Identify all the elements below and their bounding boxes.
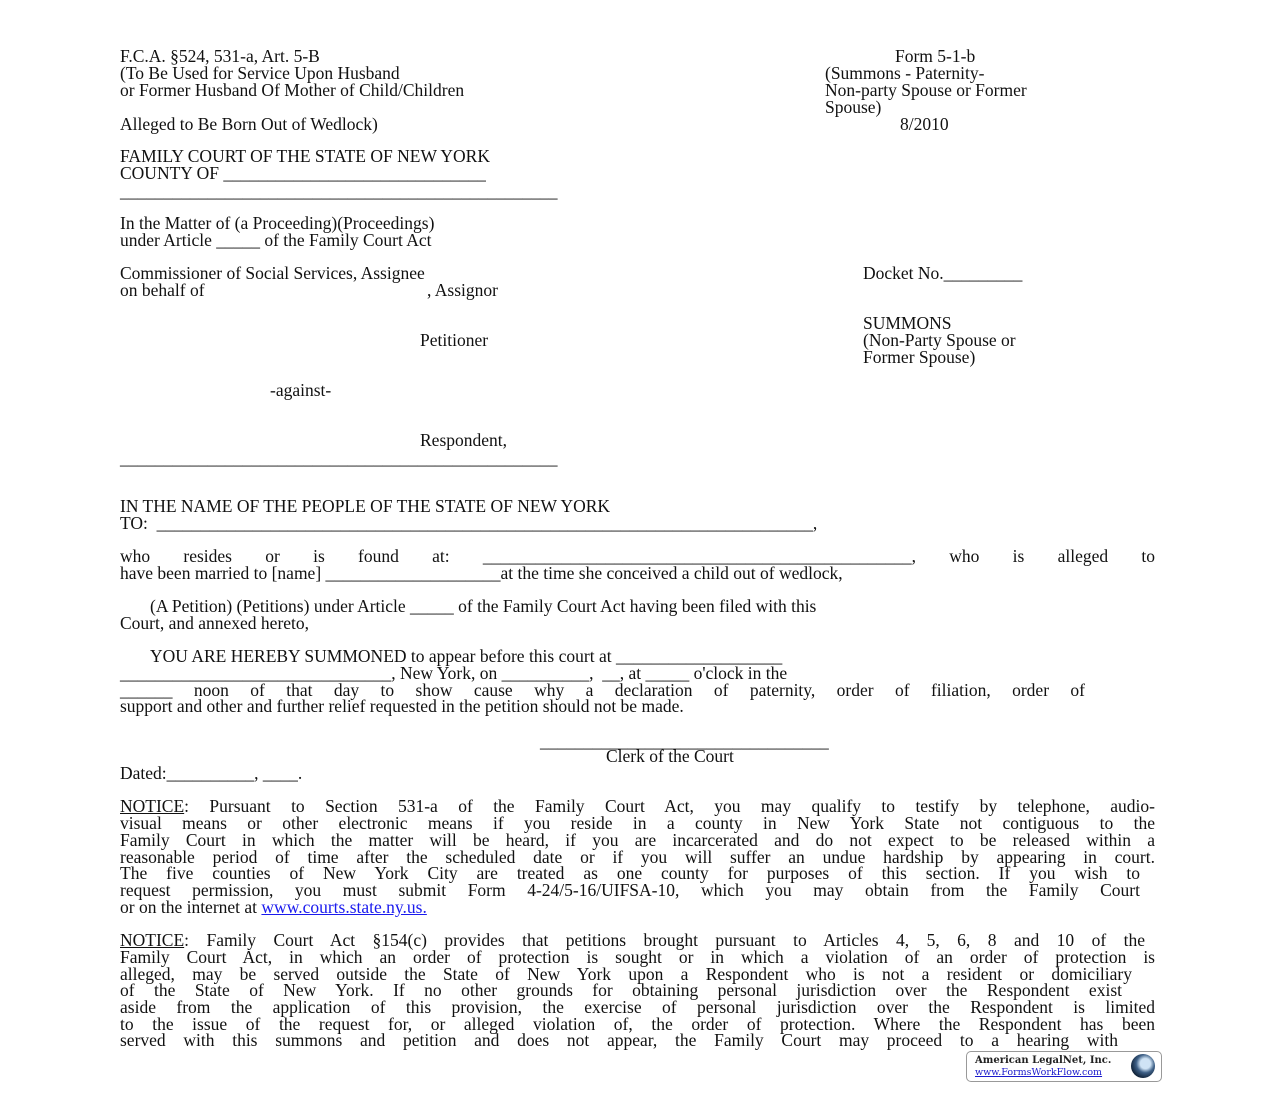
petitioner-label: Petitioner	[420, 330, 489, 350]
notice-label: NOTICE	[120, 930, 185, 950]
notice-text: : Pursuant to Section 531-a of the Family Court Act, you may qualify to testify by telephone, audio-	[184, 796, 1155, 816]
docket-field[interactable]: Docket No._________	[863, 263, 1023, 283]
form-description: Non-party Spouse or Former	[825, 80, 1027, 100]
notice-label: NOTICE	[120, 796, 185, 816]
company-url[interactable]: www.FormsWorkFlow.com	[975, 1067, 1103, 1078]
courts-website-link[interactable]: www.courts.state.ny.us.	[261, 897, 427, 917]
form-number: Form 5-1-b	[895, 46, 976, 66]
court-name: FAMILY COURT OF THE STATE OF NEW YORK	[120, 146, 490, 166]
notice-text: of the State of New York. If no other grounds for obtaining personal jurisdiction over the Respondent exist	[120, 980, 1122, 1000]
respondent-label: Respondent,	[420, 430, 508, 450]
notice-text: The five counties of New York City are treated as one county for purposes of this section. If you wish to	[120, 863, 1140, 883]
caption-rule: __________________________________________________	[120, 448, 558, 468]
notice-text: request permission, you must submit Form 4-24/5-16/UIFSA-10, which you may obtain from the Family Court	[120, 880, 1140, 900]
married-line[interactable]: have been married to [name] ____________________at the time she conceived a child out of wedlock,	[120, 563, 843, 583]
notice-text: alleged, may be served outside the State of New York upon a Respondent who is not a resident or domiciliary	[120, 964, 1132, 984]
clerk-label: Clerk of the Court	[606, 746, 734, 766]
resides-line[interactable]: who resides or is found at: _________________________________________________, who is alleged to	[120, 546, 1155, 566]
behalf-label: on behalf of	[120, 280, 205, 300]
petition-line: Court, and annexed hereto,	[120, 613, 310, 633]
notice-text: served with this summons and petition and does not appear, the Family Court may proceed to a hearing with	[120, 1030, 1118, 1050]
usage-note: (To Be Used for Service Upon Husband	[120, 63, 400, 83]
american-legalnet-logo[interactable]	[966, 1051, 1162, 1082]
company-name: American LegalNet, Inc.	[975, 1055, 1112, 1066]
usage-note: or Former Husband Of Mother of Child/Children	[120, 80, 465, 100]
usage-note: Alleged to Be Born Out of Wedlock)	[120, 114, 378, 134]
dated-field[interactable]: Dated:__________, ____.	[120, 763, 303, 783]
form-description: (Summons - Paternity-	[825, 63, 985, 83]
commissioner-line: Commissioner of Social Services, Assignee	[120, 263, 425, 283]
to-field[interactable]: TO: ___________________________________________________________________________,	[120, 513, 818, 533]
notice-text: or on the internet at	[120, 897, 262, 917]
form-date: 8/2010	[900, 114, 949, 134]
summons-subtitle: (Non-Party Spouse or	[863, 330, 1016, 350]
summoned-line: support and other and further relief requested in the petition should not be made.	[120, 696, 684, 716]
people-heading: IN THE NAME OF THE PEOPLE OF THE STATE OF NEW YORK	[120, 496, 611, 516]
notice-text: Family Court in which the matter will be heard, if you are incarcerated and do not expect to be released within a	[120, 830, 1155, 850]
summoned-line[interactable]: YOU ARE HEREBY SUMMONED to appear before this court at ___________________	[150, 646, 783, 666]
caption-rule: __________________________________________________	[120, 181, 558, 201]
summoned-line[interactable]: _______________________________, New York, on __________, __, at _____ o'clock in the	[120, 663, 788, 683]
summons-subtitle: Former Spouse)	[863, 347, 976, 367]
against-label: -against-	[270, 380, 332, 400]
article-field[interactable]: under Article _____ of the Family Court Act	[120, 230, 432, 250]
signature-line[interactable]: _________________________________	[540, 731, 829, 751]
matter-line: In the Matter of (a Proceeding)(Proceedings)	[120, 213, 435, 233]
assignor-label: , Assignor	[427, 280, 498, 300]
summons-title: SUMMONS	[863, 313, 952, 333]
statute-ref: F.C.A. §524, 531-a, Art. 5-B	[120, 46, 320, 66]
petition-line: (A Petition) (Petitions) under Article _____ of the Family Court Act having been filed with this	[150, 596, 817, 616]
notice-text: reasonable period of time after the scheduled date or if you will suffer an undue hardship by appearing in court.	[120, 847, 1155, 867]
notice-text: visual means or other electronic means if you reside in a county in New York State not contiguous to the	[120, 813, 1155, 833]
globe-icon	[1131, 1054, 1155, 1078]
county-field[interactable]: COUNTY OF ______________________________	[120, 163, 486, 183]
notice-text: Family Court Act, in which an order of protection is sought or in which a violation of an order of protection is	[120, 947, 1155, 967]
notice-text: to the issue of the request for, or alleged violation of, the order of protection. Where the Respondent has been	[120, 1014, 1155, 1034]
notice-text: : Family Court Act §154(c) provides that petitions brought pursuant to Articles 4, 5, 6, 8 and 10 of the	[184, 930, 1145, 950]
notice-text: aside from the application of this provision, the exercise of personal jurisdiction over the Respondent is limited	[120, 997, 1155, 1017]
summoned-line[interactable]: ______ noon of that day to show cause why a declaration of paternity, order of filiation, order of	[120, 680, 1085, 700]
form-description: Spouse)	[825, 97, 882, 117]
